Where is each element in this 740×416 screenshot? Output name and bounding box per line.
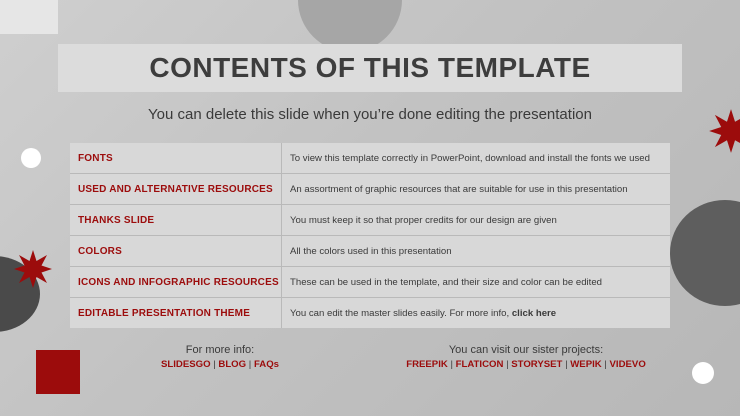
row-value <box>282 298 670 328</box>
title-bar <box>58 44 682 92</box>
table-row <box>70 174 670 205</box>
videvo-link[interactable]: VIDEVO <box>609 359 646 370</box>
row-value: You must keep it so that proper credits for our design are given <box>290 214 557 226</box>
subtitle: You can delete this slide when you’re done editing the presentation <box>148 106 592 123</box>
footer-sister-projects <box>388 344 664 370</box>
table-row <box>70 267 670 298</box>
table-row <box>70 205 670 236</box>
row-key: COLORS <box>70 236 282 266</box>
row-key: THANKS SLIDE <box>70 205 282 235</box>
row-key: FONTS <box>70 143 282 173</box>
click-here-link[interactable]: click here <box>511 307 557 319</box>
decorative-dot <box>21 148 41 168</box>
page-title: CONTENTS OF THIS TEMPLATE <box>149 52 591 83</box>
contents-table <box>70 143 670 328</box>
table-row <box>70 143 670 174</box>
row-value: An assortment of graphic resources that are suitable for use in this presentation <box>290 183 628 195</box>
row-value-text: You can edit the master slides easily. For more info, <box>290 307 512 319</box>
decorative-square <box>0 0 58 34</box>
faqs-link[interactable]: FAQs <box>253 359 279 370</box>
footer-label: You can visit our sister projects: <box>448 344 604 356</box>
decorative-red-square <box>36 350 80 394</box>
row-key: ICONS AND INFOGRAPHIC RESOURCES <box>70 267 282 297</box>
footer-more-info <box>140 344 300 370</box>
footer-links: FREEPIK | FLATICON | STORYSET | WEPIK | VIDEVO <box>406 359 646 370</box>
wepik-link[interactable]: WEPIK <box>570 359 602 370</box>
row-value: All the colors used in this presentation <box>290 245 452 257</box>
slidesgo-link[interactable]: SLIDESGO <box>160 359 211 370</box>
row-value: These can be used in the template, and their size and color can be edited <box>290 276 602 288</box>
row-key: EDITABLE PRESENTATION THEME <box>70 298 282 328</box>
freepik-link[interactable]: FREEPIK <box>406 359 448 370</box>
storyset-link[interactable]: STORYSET <box>511 359 563 370</box>
footer-label: For more info: <box>185 344 255 356</box>
decorative-dot <box>692 362 714 384</box>
footer-links: SLIDESGO | BLOG | FAQs <box>160 359 279 370</box>
blog-link[interactable]: BLOG <box>218 359 247 370</box>
table-row <box>70 298 670 328</box>
table-row <box>70 236 670 267</box>
red-star-icon <box>13 249 53 289</box>
flaticon-link[interactable]: FLATICON <box>455 359 504 370</box>
row-key: USED AND ALTERNATIVE RESOURCES <box>70 174 282 204</box>
row-value: To view this template correctly in PowerPoint, download and install the fonts we used <box>290 152 650 164</box>
decorative-half-circle-right <box>670 200 740 306</box>
